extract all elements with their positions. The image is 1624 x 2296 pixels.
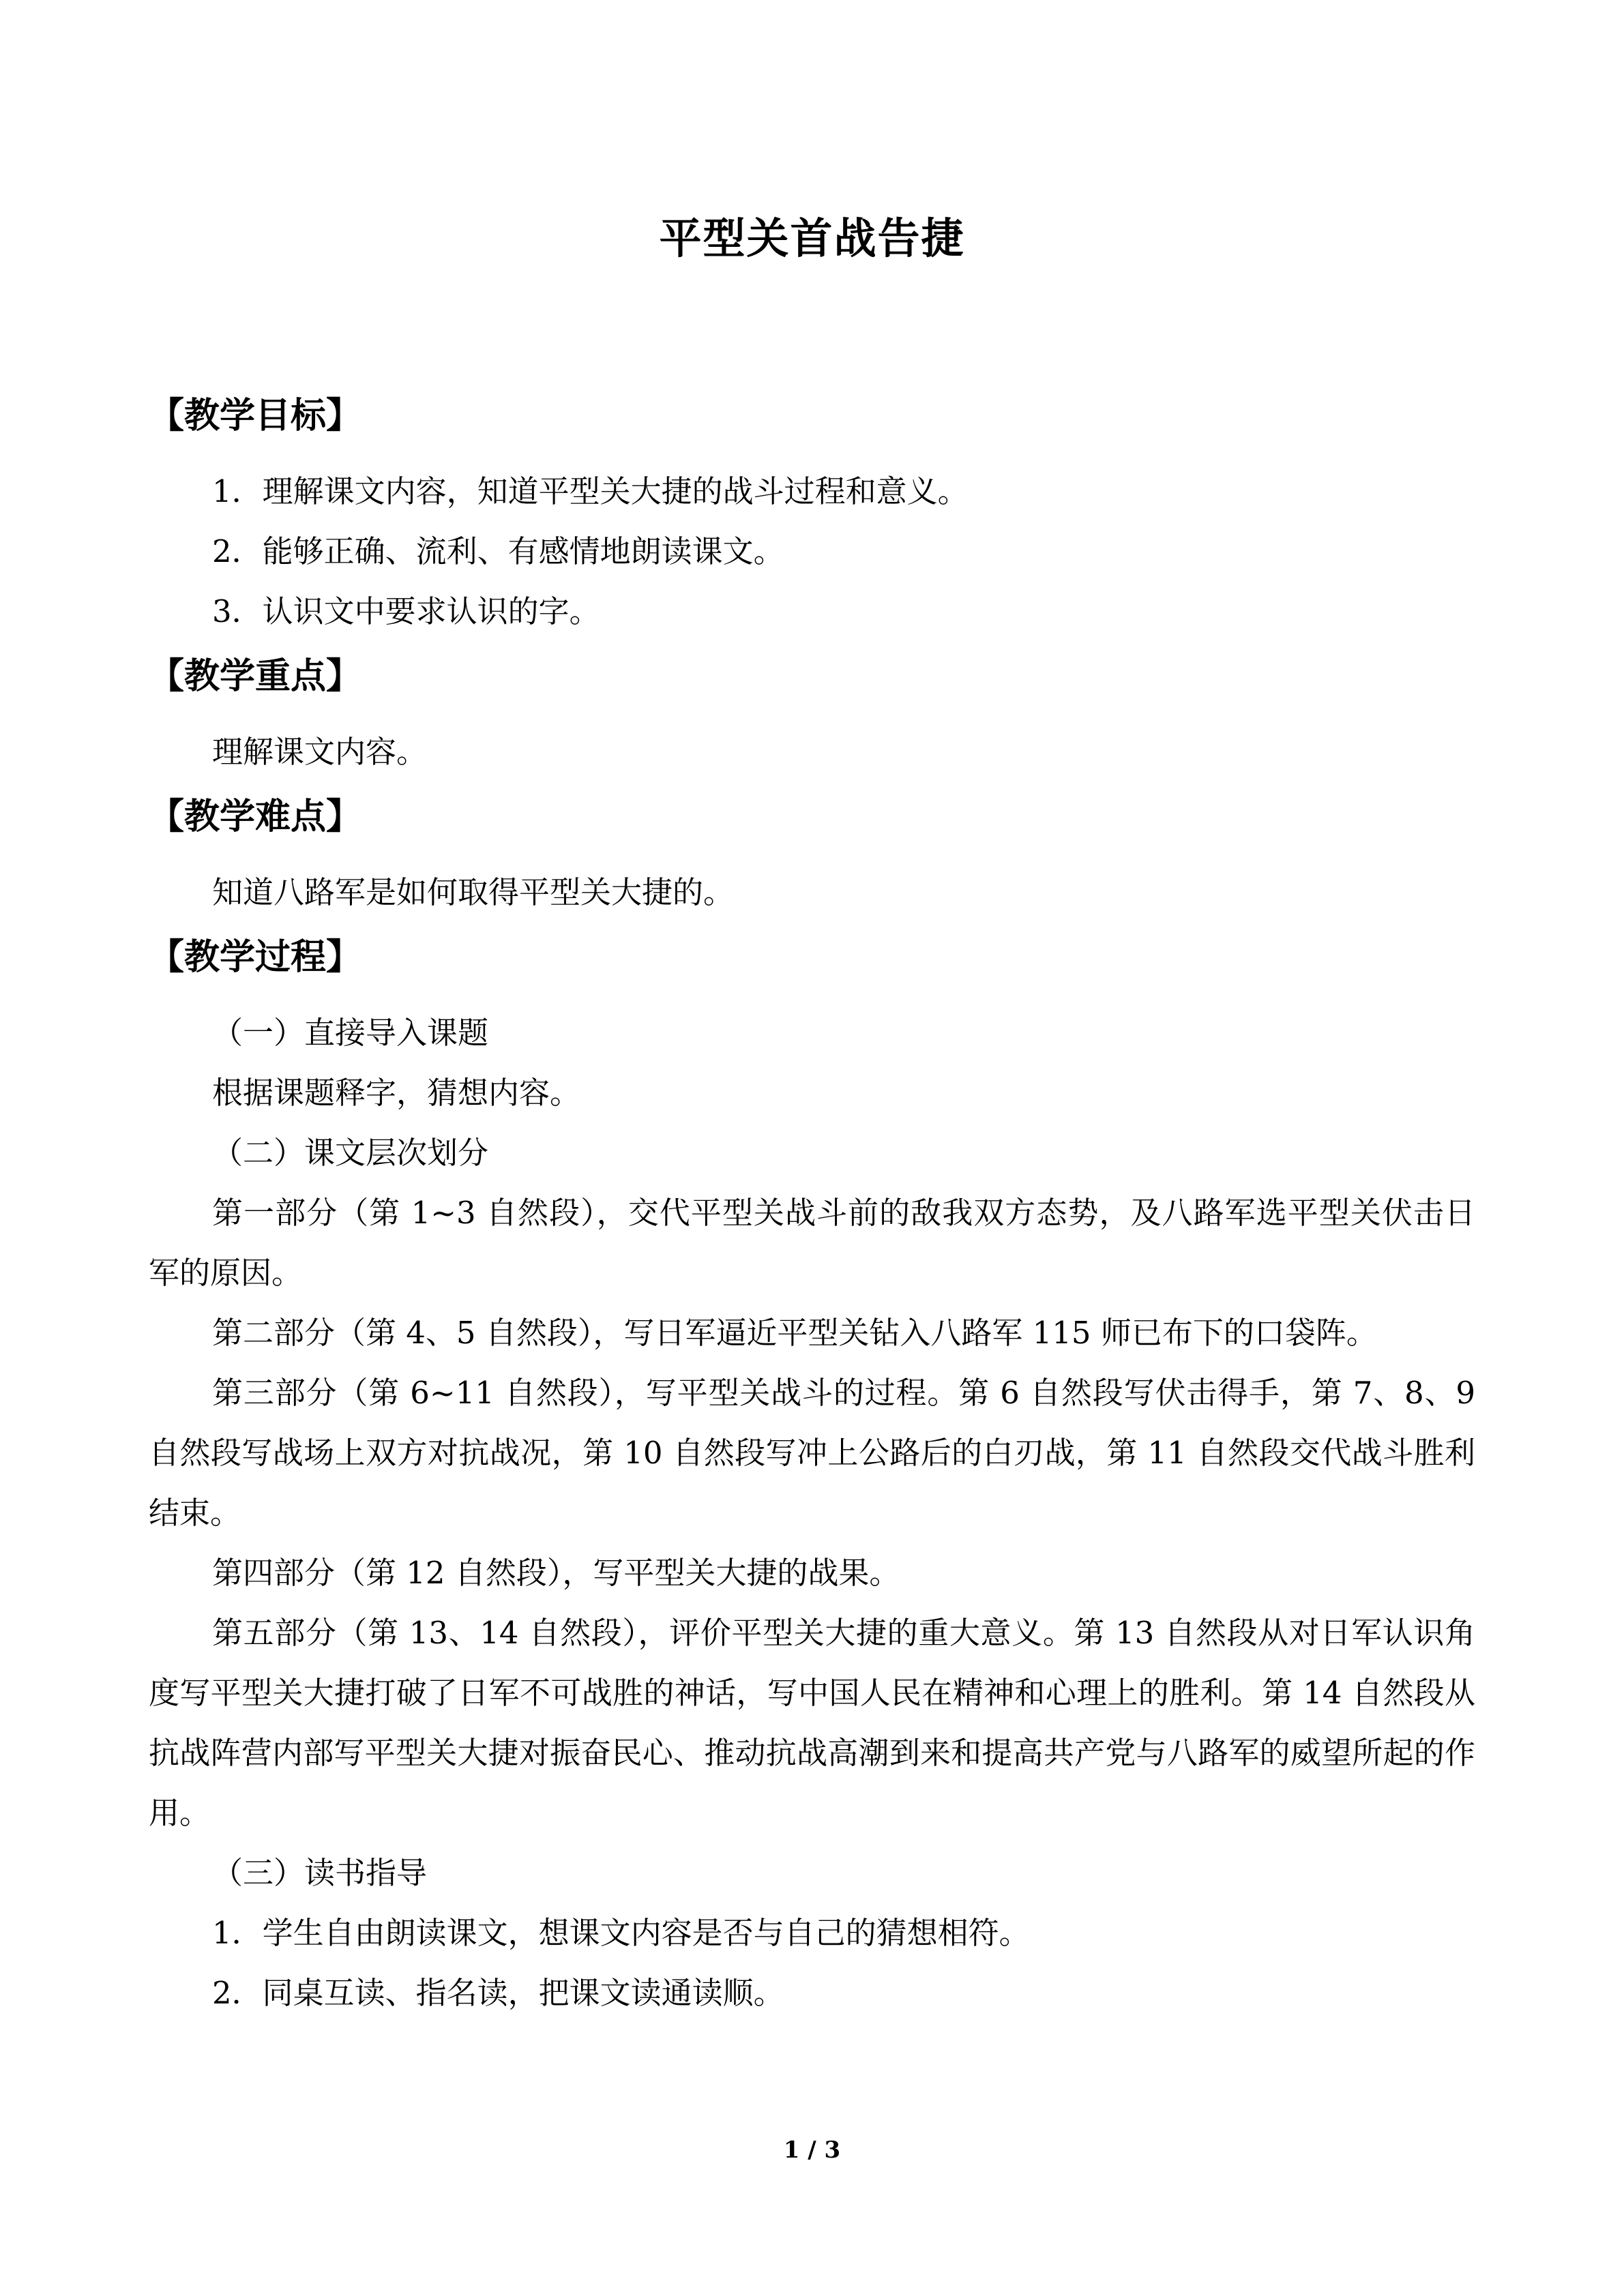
process-subheading: （二）课文层次划分	[212, 1135, 489, 1171]
objective-item: 3．认识文中要求认识的字。	[212, 593, 600, 629]
process-paragraph: 第三部分（第 6~11 自然段），写平型关战斗的过程。第 6 自然段写伏击得手，第 7、8、9 自然段写战场上双方对抗战况，第 10 自然段写冲上公路后的白刃战，第 11 自然段交代战斗胜利结束。	[149, 1375, 1475, 1531]
process-paragraph: 2．同桌互读、指名读，把课文读通读顺。	[212, 1975, 784, 2011]
section-heading-process: 【教学过程】	[149, 936, 362, 978]
process-subheading: （三）读书指导	[212, 1855, 428, 1891]
section-heading-objectives: 【教学目标】	[149, 395, 362, 436]
process-subheading: （一）直接导入课题	[212, 1015, 489, 1051]
process-paragraph: 第五部分（第 13、14 自然段），评价平型关大捷的重大意义。第 13 自然段从对日军认识角度写平型关大捷打破了日军不可战胜的神话，写中国人民在精神和心理上的胜利。第 14 自然段从抗战阵营内部写平型关大捷对振奋民心、推动抗战高潮到来和提高共产党与八路军的威望所起的作用。	[149, 1615, 1475, 1831]
objective-item: 2．能够正确、流利、有感情地朗读课文。	[212, 533, 784, 569]
process-paragraph: 根据课题释字，猜想内容。	[212, 1075, 581, 1111]
document-title: 平型关首战告捷	[659, 213, 965, 263]
difficulty-item: 知道八路军是如何取得平型关大捷的。	[212, 874, 735, 910]
process-paragraph: 第一部分（第 1~3 自然段），交代平型关战斗前的敌我双方态势，及八路军选平型关伏击日军的原因。	[149, 1195, 1475, 1291]
key-point-item: 理解课文内容。	[212, 734, 428, 770]
process-paragraph: 第四部分（第 12 自然段），写平型关大捷的战果。	[212, 1555, 900, 1591]
document-body	[149, 392, 1475, 2023]
section-heading-key-points: 【教学重点】	[149, 655, 362, 697]
page-number: 1 / 3	[783, 2136, 841, 2164]
section-heading-difficulties: 【教学难点】	[149, 796, 362, 837]
process-paragraph: 1．学生自由朗读课文，想课文内容是否与自己的猜想相符。	[212, 1915, 1030, 1951]
process-paragraph: 第二部分（第 4、5 自然段），写日军逼近平型关钻入八路军 115 师已布下的口袋阵。	[212, 1315, 1377, 1351]
objective-item: 1．理解课文内容，知道平型关大捷的战斗过程和意义。	[212, 473, 969, 509]
